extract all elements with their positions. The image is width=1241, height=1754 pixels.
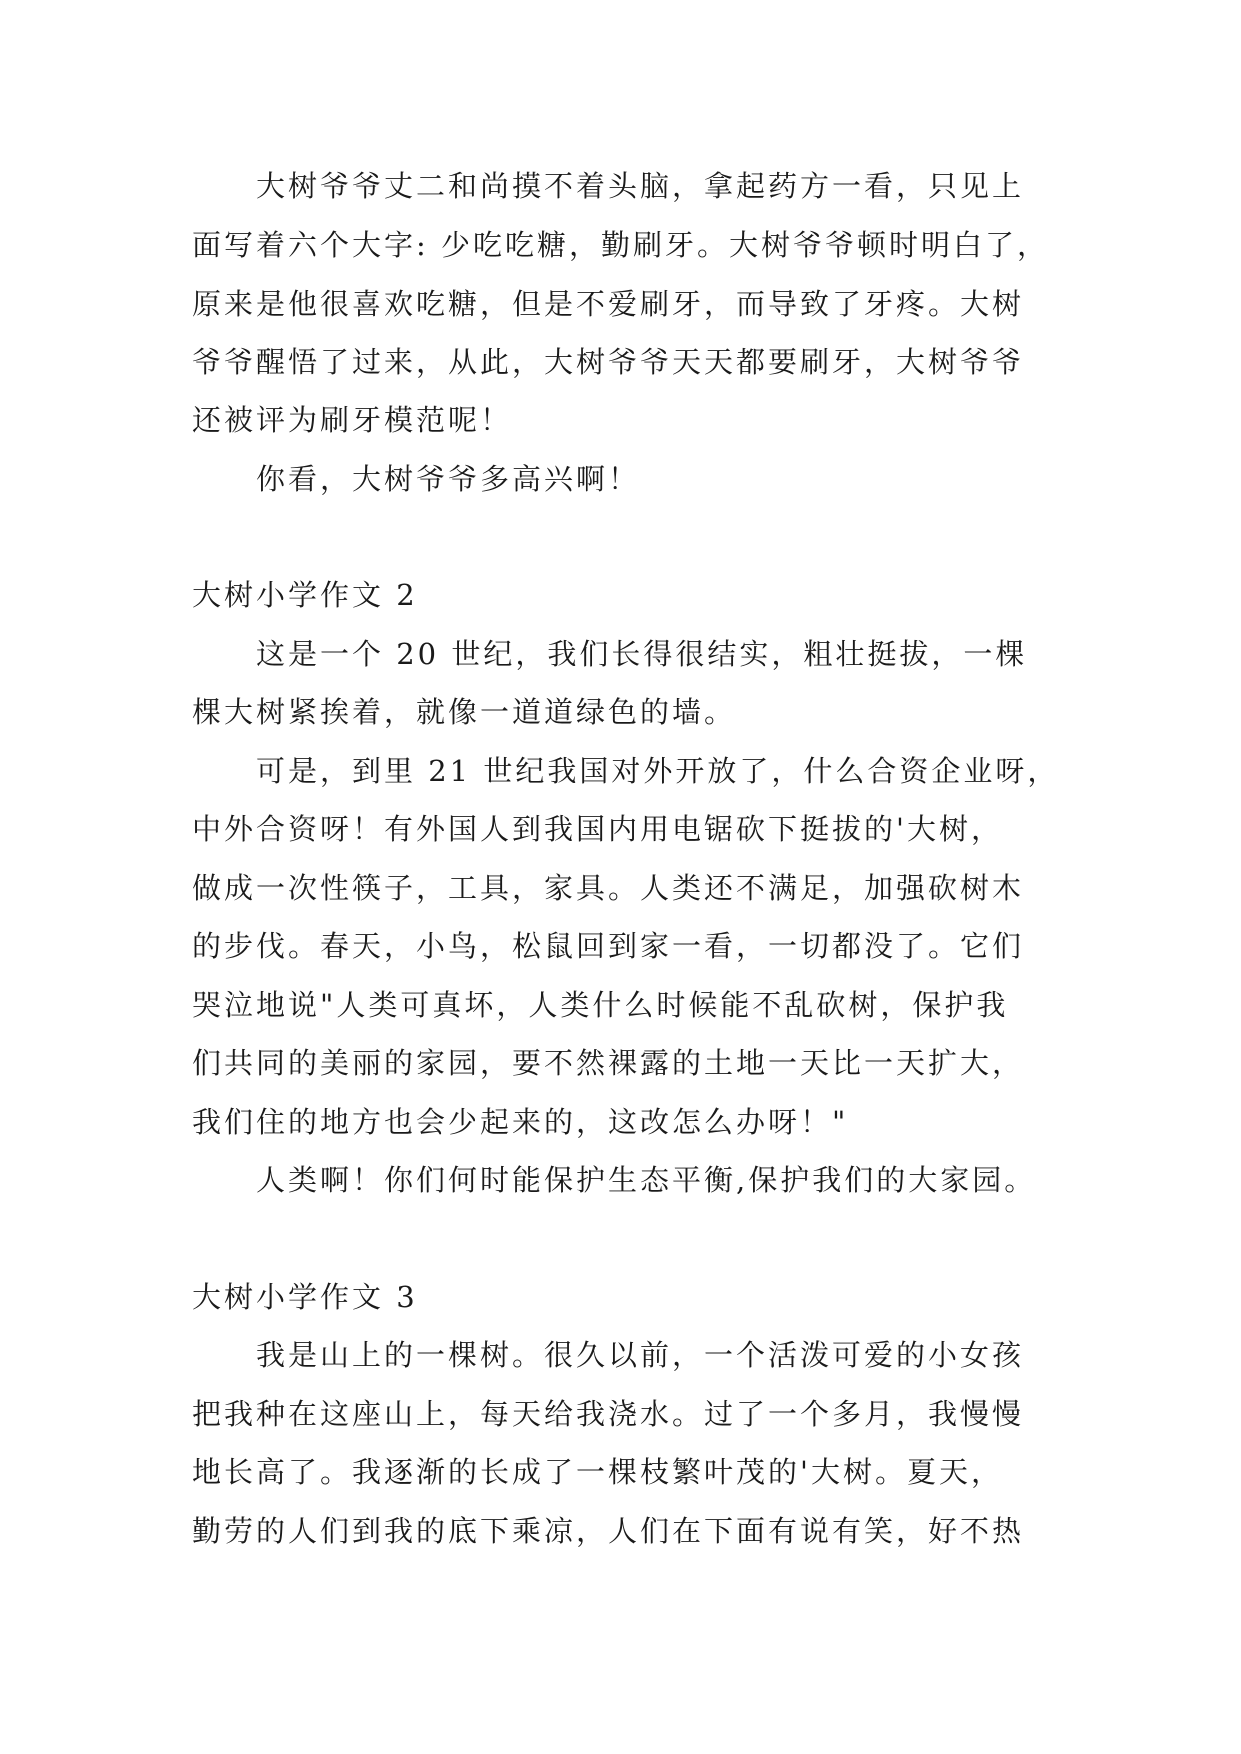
paragraph-line: 大树爷爷丈二和尚摸不着头脑，拿起药方一看，只见上: [256, 169, 1025, 203]
paragraph-line: 把我种在这座山上，每天给我浇水。过了一个多月，我慢慢: [192, 1397, 1025, 1431]
paragraph-line: 原来是他很喜欢吃糖，但是不爱刷牙，而导致了牙疼。大树: [192, 287, 1025, 321]
paragraph-line: 们共同的美丽的家园，要不然裸露的土地一天比一天扩大，: [192, 1046, 1025, 1080]
paragraph-line: 人类啊！你们何时能保护生态平衡,保护我们的大家园。: [256, 1163, 1037, 1197]
paragraph-line: 面写着六个大字: 少吃吃糖，勤刷牙。大树爷爷顿时明白了，: [192, 228, 1049, 262]
paragraph-line: 中外合资呀！有外国人到我国内用电锯砍下挺拔的'大树，: [192, 812, 1003, 846]
paragraph-line: 地长高了。我逐渐的长成了一棵枝繁叶茂的'大树。夏天，: [192, 1455, 1003, 1489]
paragraph-line: 这是一个 20 世纪，我们长得很结实，粗壮挺拔，一棵: [256, 637, 1028, 671]
paragraph-line: 爷爷醒悟了过来，从此，大树爷爷天天都要刷牙，大树爷爷: [192, 345, 1025, 379]
paragraph-line: 我们住的地方也会少起来的，这改怎么办呀！": [192, 1105, 849, 1139]
paragraph-line: 的步伐。春天，小鸟，松鼠回到家一看，一切都没了。它们: [192, 929, 1025, 963]
paragraph-line: 棵大树紧挨着，就像一道道绿色的墙。: [192, 695, 737, 729]
paragraph-line: 哭泣地说"人类可真坏，人类什么时候能不乱砍树，保护我: [192, 988, 1009, 1022]
section-heading: 大树小学作文 2: [192, 578, 418, 612]
paragraph-line: 还被评为刷牙模范呢！: [192, 403, 513, 437]
paragraph-line: 可是，到里 21 世纪我国对外开放了，什么合资企业呀，: [256, 754, 1060, 788]
paragraph-line: 勤劳的人们到我的底下乘凉，人们在下面有说有笑，好不热: [192, 1514, 1025, 1548]
paragraph-line: 做成一次性筷子，工具，家具。人类还不满足，加强砍树木: [192, 871, 1025, 905]
paragraph-line: 你看，大树爷爷多高兴啊！: [256, 462, 641, 496]
section-heading: 大树小学作文 3: [192, 1280, 418, 1314]
paragraph-line: 我是山上的一棵树。很久以前，一个活泼可爱的小女孩: [256, 1338, 1025, 1372]
